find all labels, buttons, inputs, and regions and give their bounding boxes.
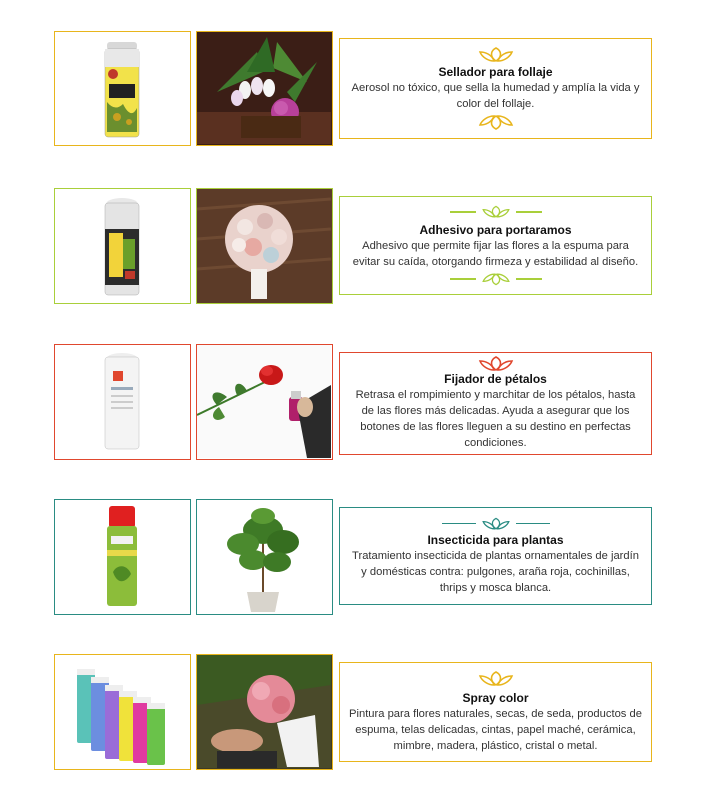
leaf-ornament-icon [480, 517, 512, 531]
product-title: Sellador para follaje [438, 65, 553, 79]
product-can-image [54, 344, 191, 460]
ornament-divider [450, 205, 542, 219]
product-info-card [339, 352, 652, 455]
product-can-image [54, 499, 191, 615]
bouquet-photo [196, 188, 333, 304]
ornament-divider [450, 272, 542, 286]
product-title: Spray color [462, 690, 529, 705]
product-title: Adhesivo para portaramos [419, 223, 572, 237]
product-can-image [54, 31, 191, 146]
leaf-ornament-icon [476, 114, 516, 130]
hydrangea-paint-photo [196, 654, 333, 770]
potted-plant-photo [196, 499, 333, 615]
product-description: Aerosol no tóxico, que sella la humedad y amplía la vida y color del follaje. [351, 82, 640, 110]
product-info-card [339, 196, 652, 295]
product-description: Pintura para flores naturales, secas, de seda, productos de espuma, telas delicadas, cintas, papel maché, cerámica, mimbre, madera, plástico, cristal o metal. [349, 707, 642, 752]
product-title: Fijador de pétalos [444, 372, 547, 386]
product-description: Adhesivo que permite fijar las flores a la espuma para evitar su caída, otorgando firmeza y estabilidad al diseño. [352, 240, 639, 268]
leaf-ornament-icon [480, 272, 512, 286]
product-can-image [54, 188, 191, 304]
product-cans-image [54, 654, 191, 770]
rose-spray-photo [196, 344, 333, 460]
product-title: Insecticida para plantas [427, 532, 564, 547]
product-description: Tratamiento insecticida de plantas ornamentales de jardín y domésticas contra: pulgones, araña roja, cochinillas, thrips y mosca blanca. [352, 549, 639, 594]
product-info-card [339, 38, 652, 139]
leaf-ornament-icon [476, 356, 516, 372]
product-info-card [339, 662, 652, 762]
ornament-divider [442, 517, 550, 531]
flower-arrangement-photo [196, 31, 333, 146]
leaf-ornament-icon [480, 205, 512, 219]
leaf-ornament-icon [476, 671, 516, 687]
product-description: Retrasa el rompimiento y marchitar de los pétalos, hasta de las flores más delicadas. Ayuda a asegurar que los botones de las flores lleguen a su destino en perfectas condiciones. [355, 389, 636, 449]
product-info-card [339, 507, 652, 605]
leaf-ornament-icon [476, 47, 516, 63]
